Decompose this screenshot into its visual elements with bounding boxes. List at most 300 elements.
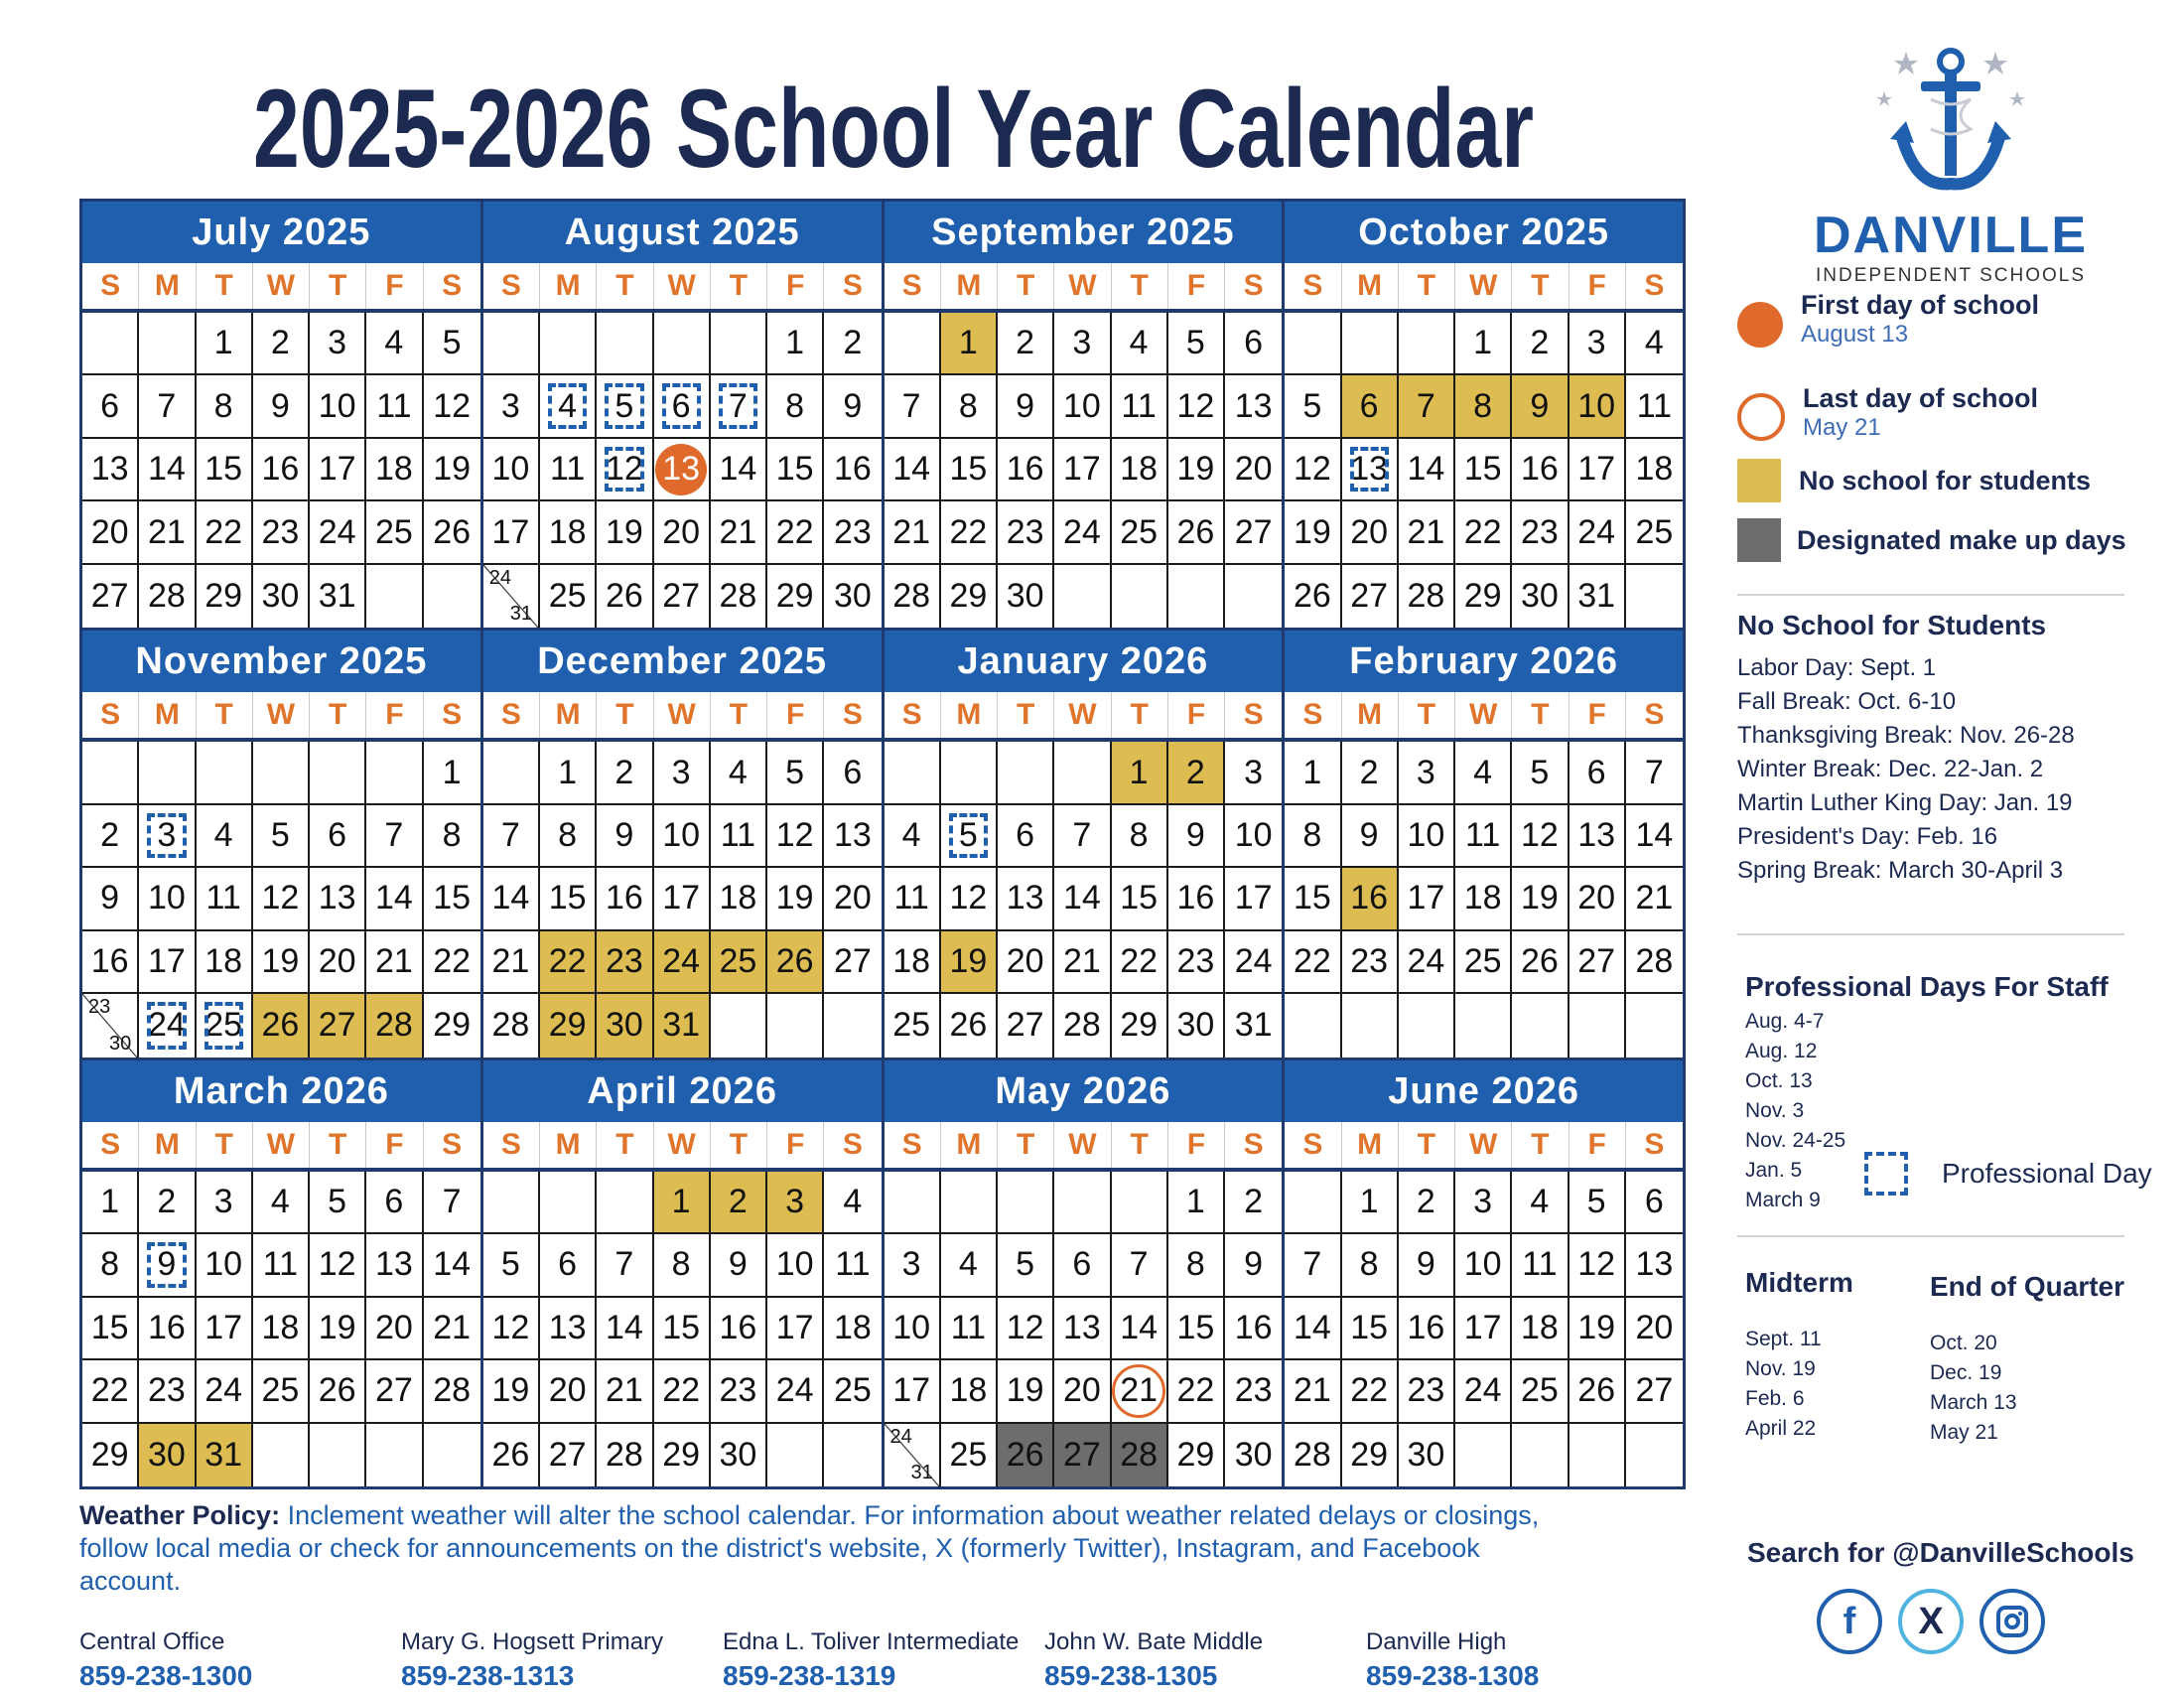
empty-day [197, 742, 253, 804]
day-number: 14 [433, 1245, 472, 1284]
day-number: 7 [157, 386, 177, 425]
empty-day [310, 742, 366, 804]
phone-entry [1366, 1628, 1688, 1692]
day-number: 17 [775, 1308, 814, 1346]
weekday-label: T [1512, 692, 1569, 738]
day-number: 10 [1234, 816, 1273, 855]
instagram-icon[interactable] [1979, 1589, 2045, 1654]
day-number: 30 [261, 577, 300, 616]
weekday-label: W [253, 263, 310, 309]
day-number: 18 [548, 512, 587, 551]
day-cell [998, 439, 1054, 501]
day-number: 29 [1120, 1006, 1159, 1045]
phone-number[interactable]: 859-238-1300 [79, 1660, 253, 1691]
legend-first-day [1737, 290, 2039, 349]
day-cell [1626, 805, 1683, 868]
day-cell [139, 931, 196, 994]
weekday-label: S [1285, 1122, 1341, 1168]
day-cell [82, 439, 139, 501]
day-cell [1342, 1172, 1399, 1234]
weekday-label: T [1399, 692, 1455, 738]
day-cell [1399, 501, 1455, 564]
list-item: Aug. 12 [1745, 1040, 1818, 1062]
day-number: 15 [949, 450, 988, 489]
day-number: 20 [548, 1371, 587, 1410]
day-cell [1225, 931, 1282, 994]
day-cell [197, 501, 253, 564]
day-number: 21 [1635, 879, 1674, 917]
day-grid [82, 1172, 480, 1486]
empty-day [654, 313, 711, 375]
day-cell [1285, 1234, 1341, 1297]
day-cell [1455, 313, 1512, 375]
day-cell [197, 994, 253, 1057]
day-number: 27 [1062, 1435, 1101, 1474]
day-number: 28 [605, 1435, 643, 1474]
day-number: 31 [1577, 577, 1616, 616]
day-cell [1168, 313, 1225, 375]
day-cell [253, 805, 310, 868]
day-number: 7 [1416, 386, 1435, 425]
day-cell [310, 1172, 366, 1234]
day-cell [711, 931, 767, 994]
day-cell [1342, 1424, 1399, 1486]
day-cell [540, 742, 597, 804]
day-number: 30 [605, 1006, 643, 1045]
legend-makeup [1737, 518, 2126, 562]
day-number: 25 [1463, 941, 1502, 980]
day-cell [1054, 931, 1111, 994]
empty-day [366, 1424, 423, 1486]
day-cell [424, 1234, 480, 1297]
day-cell [654, 742, 711, 804]
day-cell [1112, 1298, 1168, 1360]
day-number: 27 [1234, 512, 1273, 551]
day-number: 30 [109, 1032, 132, 1055]
empty-day [1570, 994, 1626, 1057]
day-number: 14 [605, 1308, 643, 1346]
day-cell [1225, 994, 1282, 1057]
day-number: 22 [775, 512, 814, 551]
day-number: 8 [100, 1245, 120, 1284]
day-cell [1455, 501, 1512, 564]
day-cell [1168, 1360, 1225, 1423]
day-cell [998, 501, 1054, 564]
no-school-list [1737, 651, 2154, 888]
day-number: 20 [318, 941, 356, 980]
day-number: 23 [719, 1371, 757, 1410]
day-number: 16 [90, 941, 129, 980]
day-number: 25 [261, 1371, 300, 1410]
weekday-label: T [310, 692, 366, 738]
day-number: 23 [1350, 941, 1389, 980]
day-number: 18 [719, 879, 757, 917]
day-cell [1285, 439, 1341, 501]
day-cell [483, 375, 540, 438]
month-title: October 2025 [1285, 202, 1683, 263]
day-number: 29 [548, 1006, 587, 1045]
page-title [79, 60, 1707, 189]
day-cell [1399, 1298, 1455, 1360]
day-cell [540, 565, 597, 628]
day-number: 10 [1463, 1245, 1502, 1284]
day-cell [82, 1424, 139, 1486]
day-cell [253, 1234, 310, 1297]
day-cell [483, 994, 540, 1057]
day-number: 2 [1016, 324, 1035, 362]
day-cell [1225, 1234, 1282, 1297]
day-number: 9 [1016, 386, 1035, 425]
day-cell [1626, 313, 1683, 375]
day-cell [139, 1424, 196, 1486]
month-july-2025 [82, 202, 480, 628]
day-number: 17 [318, 450, 356, 489]
day-cell [82, 501, 139, 564]
day-number: 7 [614, 1245, 634, 1284]
weekday-label: W [1054, 263, 1111, 309]
day-number: 16 [1006, 450, 1044, 489]
day-number: 24 [318, 512, 356, 551]
day-cell [424, 313, 480, 375]
day-number: 23 [605, 941, 643, 980]
empty-day [253, 1424, 310, 1486]
day-number: 20 [1350, 512, 1389, 551]
day-number: 1 [1302, 753, 1322, 791]
day-cell [654, 931, 711, 994]
day-cell [310, 994, 366, 1057]
day-cell [366, 1298, 423, 1360]
weekday-label: S [483, 692, 540, 738]
day-number: 6 [384, 1182, 404, 1220]
empty-day [1512, 1424, 1569, 1486]
weekday-label: S [842, 269, 863, 302]
list-item: March 13 [1930, 1391, 2017, 1414]
empty-day [1570, 1424, 1626, 1486]
day-number: 1 [442, 753, 462, 791]
day-cell [1455, 565, 1512, 628]
day-cell [82, 375, 139, 438]
day-cell [1054, 375, 1111, 438]
weekday-label: W [1054, 1122, 1111, 1168]
day-number: 17 [1577, 450, 1616, 489]
day-cell [1054, 868, 1111, 930]
day-cell [1455, 868, 1512, 930]
phone-number[interactable]: 859-238-1313 [401, 1660, 575, 1691]
day-cell [941, 1298, 998, 1360]
school-name: John W. Bate Middle [1044, 1628, 1264, 1655]
day-number: 11 [1464, 816, 1501, 855]
day-number: 1 [213, 324, 233, 362]
weekday-label: S [1644, 698, 1665, 732]
day-cell [767, 1172, 824, 1234]
day-cell [711, 805, 767, 868]
day-number: 7 [1644, 753, 1664, 791]
midterm-list [1745, 1325, 1924, 1444]
day-cell [885, 439, 941, 501]
weekday-header [1285, 692, 1683, 742]
day-cell [1225, 501, 1282, 564]
day-number: 26 [491, 1435, 530, 1474]
day-number: 25 [719, 941, 757, 980]
empty-day [424, 565, 480, 628]
day-number: 21 [892, 512, 931, 551]
list-item: March 9 [1745, 1189, 1821, 1211]
weekday-label: W [654, 263, 711, 309]
day-number: 15 [662, 1308, 701, 1346]
first-day-label: First day of school [1801, 290, 2040, 320]
day-cell [310, 868, 366, 930]
day-cell [1626, 439, 1683, 501]
day-cell [540, 931, 597, 994]
day-cell [767, 565, 824, 628]
day-number: 8 [1473, 386, 1493, 425]
empty-day [1455, 994, 1512, 1057]
day-number: 3 [671, 753, 691, 791]
day-cell [540, 375, 597, 438]
day-number: 25 [833, 1371, 872, 1410]
day-number: 20 [1006, 941, 1044, 980]
day-number: 5 [1016, 1245, 1035, 1284]
day-cell [597, 501, 653, 564]
day-number: 27 [1350, 577, 1389, 616]
facebook-icon[interactable]: f [1817, 1589, 1882, 1654]
list-item: May 21 [1930, 1421, 1998, 1444]
day-cell [824, 868, 881, 930]
day-cell [366, 501, 423, 564]
phone-number[interactable]: 859-238-1305 [1044, 1660, 1218, 1691]
empty-day [1342, 313, 1399, 375]
month-title: November 2025 [82, 631, 480, 692]
month-september-2025 [885, 202, 1283, 628]
empty-day [1054, 1172, 1111, 1234]
day-cell [1570, 439, 1626, 501]
day-grid [885, 1172, 1283, 1486]
day-number: 24 [147, 1006, 186, 1045]
weekday-label: T [711, 1122, 767, 1168]
day-number: 11 [376, 386, 412, 425]
day-number: 10 [491, 450, 530, 489]
day-cell [1570, 375, 1626, 438]
day-number: 21 [719, 512, 757, 551]
day-number: 20 [1234, 450, 1273, 489]
day-cell [998, 931, 1054, 994]
day-number: 12 [1577, 1245, 1616, 1284]
day-number: 28 [433, 1371, 472, 1410]
day-cell [1285, 1360, 1341, 1423]
x-twitter-icon[interactable]: X [1898, 1589, 1964, 1654]
day-number: 7 [1129, 1245, 1149, 1284]
weekday-label: F [1570, 263, 1626, 309]
day-cell [1626, 742, 1683, 804]
weekday-label: M [1342, 263, 1399, 309]
day-cell [540, 439, 597, 501]
day-number: 30 [1006, 577, 1044, 616]
phone-number[interactable]: 859-238-1319 [723, 1660, 896, 1691]
day-cell [1570, 313, 1626, 375]
day-number: 10 [318, 386, 356, 425]
weekday-label: T [1112, 1122, 1168, 1168]
weekday-label: T [1512, 263, 1569, 309]
month-title: February 2026 [1285, 631, 1683, 692]
day-cell [1054, 313, 1111, 375]
day-number: 12 [433, 386, 472, 425]
last-day-date: May 21 [1803, 414, 1881, 441]
day-number: 14 [374, 879, 413, 917]
day-number: 17 [205, 1308, 243, 1346]
day-number: 26 [1577, 1371, 1616, 1410]
day-number: 22 [662, 1371, 701, 1410]
weekday-label: T [711, 263, 767, 309]
day-number: 13 [833, 816, 872, 855]
month-august-2025 [483, 202, 882, 628]
day-cell [824, 501, 881, 564]
day-cell [941, 994, 998, 1057]
day-cell [711, 1234, 767, 1297]
day-number: 9 [843, 386, 863, 425]
empty-day [711, 994, 767, 1057]
empty-day [1225, 565, 1282, 628]
day-cell [1512, 375, 1569, 438]
day-number: 11 [893, 879, 929, 917]
day-cell [1512, 1172, 1569, 1234]
day-number: 2 [1416, 1182, 1435, 1220]
day-cell [824, 1298, 881, 1360]
day-cell [654, 805, 711, 868]
weekday-header [483, 1122, 882, 1172]
day-cell [654, 1424, 711, 1486]
weekday-label: M [941, 1122, 998, 1168]
weekday-label: S [885, 263, 941, 309]
empty-day [540, 1172, 597, 1234]
weekday-label: S [1243, 269, 1264, 302]
day-cell [1112, 501, 1168, 564]
day-cell [767, 375, 824, 438]
day-number: 19 [1520, 879, 1559, 917]
day-cell [1399, 931, 1455, 994]
day-cell [82, 1360, 139, 1423]
month-january-2026 [885, 631, 1283, 1057]
day-cell [1112, 1424, 1168, 1486]
month-title: March 2026 [82, 1060, 480, 1122]
month-title: August 2025 [483, 202, 882, 263]
day-cell [1399, 742, 1455, 804]
day-cell [253, 931, 310, 994]
day-number: 28 [1635, 941, 1674, 980]
day-number: 3 [1244, 753, 1264, 791]
day-number: 10 [205, 1245, 243, 1284]
day-cell [1342, 1234, 1399, 1297]
weekday-label: S [1644, 1127, 1665, 1161]
day-number: 11 [549, 450, 586, 489]
day-number: 14 [1120, 1308, 1159, 1346]
day-cell [767, 1298, 824, 1360]
weekday-label: F [767, 692, 824, 738]
day-number: 15 [433, 879, 472, 917]
day-cell [597, 1360, 653, 1423]
day-cell [366, 994, 423, 1057]
day-cell [824, 1234, 881, 1297]
day-number: 12 [1006, 1308, 1044, 1346]
phone-number[interactable]: 859-238-1308 [1366, 1660, 1540, 1691]
calendar-grid [79, 199, 1686, 1489]
day-cell [366, 1234, 423, 1297]
day-cell [1342, 931, 1399, 994]
day-cell [1512, 868, 1569, 930]
day-number: 5 [442, 324, 462, 362]
day-number: 20 [662, 512, 701, 551]
day-number: 24 [488, 566, 511, 589]
day-cell [1342, 742, 1399, 804]
day-cell [424, 439, 480, 501]
day-number: 27 [1635, 1371, 1674, 1410]
day-cell [253, 1172, 310, 1234]
day-cell [998, 1298, 1054, 1360]
school-name: Mary G. Hogsett Primary [401, 1628, 664, 1655]
day-number: 4 [901, 816, 921, 855]
day-cell [1626, 375, 1683, 438]
day-number: 21 [147, 512, 186, 551]
day-cell [885, 994, 941, 1057]
phone-entry [723, 1628, 1044, 1692]
day-number: 6 [1244, 324, 1264, 362]
empty-day [824, 1424, 881, 1486]
day-cell [1225, 805, 1282, 868]
day-number: 29 [949, 577, 988, 616]
day-number: 5 [958, 816, 978, 855]
weekday-label: S [442, 698, 463, 732]
day-cell [424, 1298, 480, 1360]
day-number: 19 [1577, 1308, 1616, 1346]
day-cell [540, 1298, 597, 1360]
day-number: 17 [662, 879, 701, 917]
weekday-label: S [1243, 1127, 1264, 1161]
day-cell [1399, 1172, 1455, 1234]
day-number: 23 [147, 1371, 186, 1410]
day-grid [82, 313, 480, 628]
list-item: Feb. 6 [1745, 1387, 1805, 1410]
day-number: 3 [785, 1182, 805, 1220]
day-number: 7 [1072, 816, 1092, 855]
day-cell [1455, 805, 1512, 868]
day-cell [540, 501, 597, 564]
day-number: 29 [90, 1435, 129, 1474]
day-number: 27 [1006, 1006, 1044, 1045]
day-number: 27 [548, 1435, 587, 1474]
day-cell [654, 1234, 711, 1297]
day-cell [424, 742, 480, 804]
day-number: 10 [1407, 816, 1445, 855]
list-item: Nov. 3 [1745, 1099, 1805, 1122]
day-number: 15 [548, 879, 587, 917]
weekday-label: W [1455, 1122, 1512, 1168]
day-number: 23 [88, 996, 111, 1019]
day-cell [1455, 1234, 1512, 1297]
day-number: 12 [1293, 450, 1331, 489]
empty-day [767, 1424, 824, 1486]
day-number: 25 [1520, 1371, 1559, 1410]
day-number: 24 [889, 1425, 912, 1448]
empty-day [483, 742, 540, 804]
day-number: 21 [1062, 941, 1101, 980]
day-cell [941, 313, 998, 375]
day-number: 30 [1176, 1006, 1215, 1045]
day-cell [1225, 742, 1282, 804]
day-number: 16 [605, 879, 643, 917]
day-cell [1225, 1172, 1282, 1234]
day-cell [82, 805, 139, 868]
day-cell [1168, 1298, 1225, 1360]
day-cell [1626, 501, 1683, 564]
